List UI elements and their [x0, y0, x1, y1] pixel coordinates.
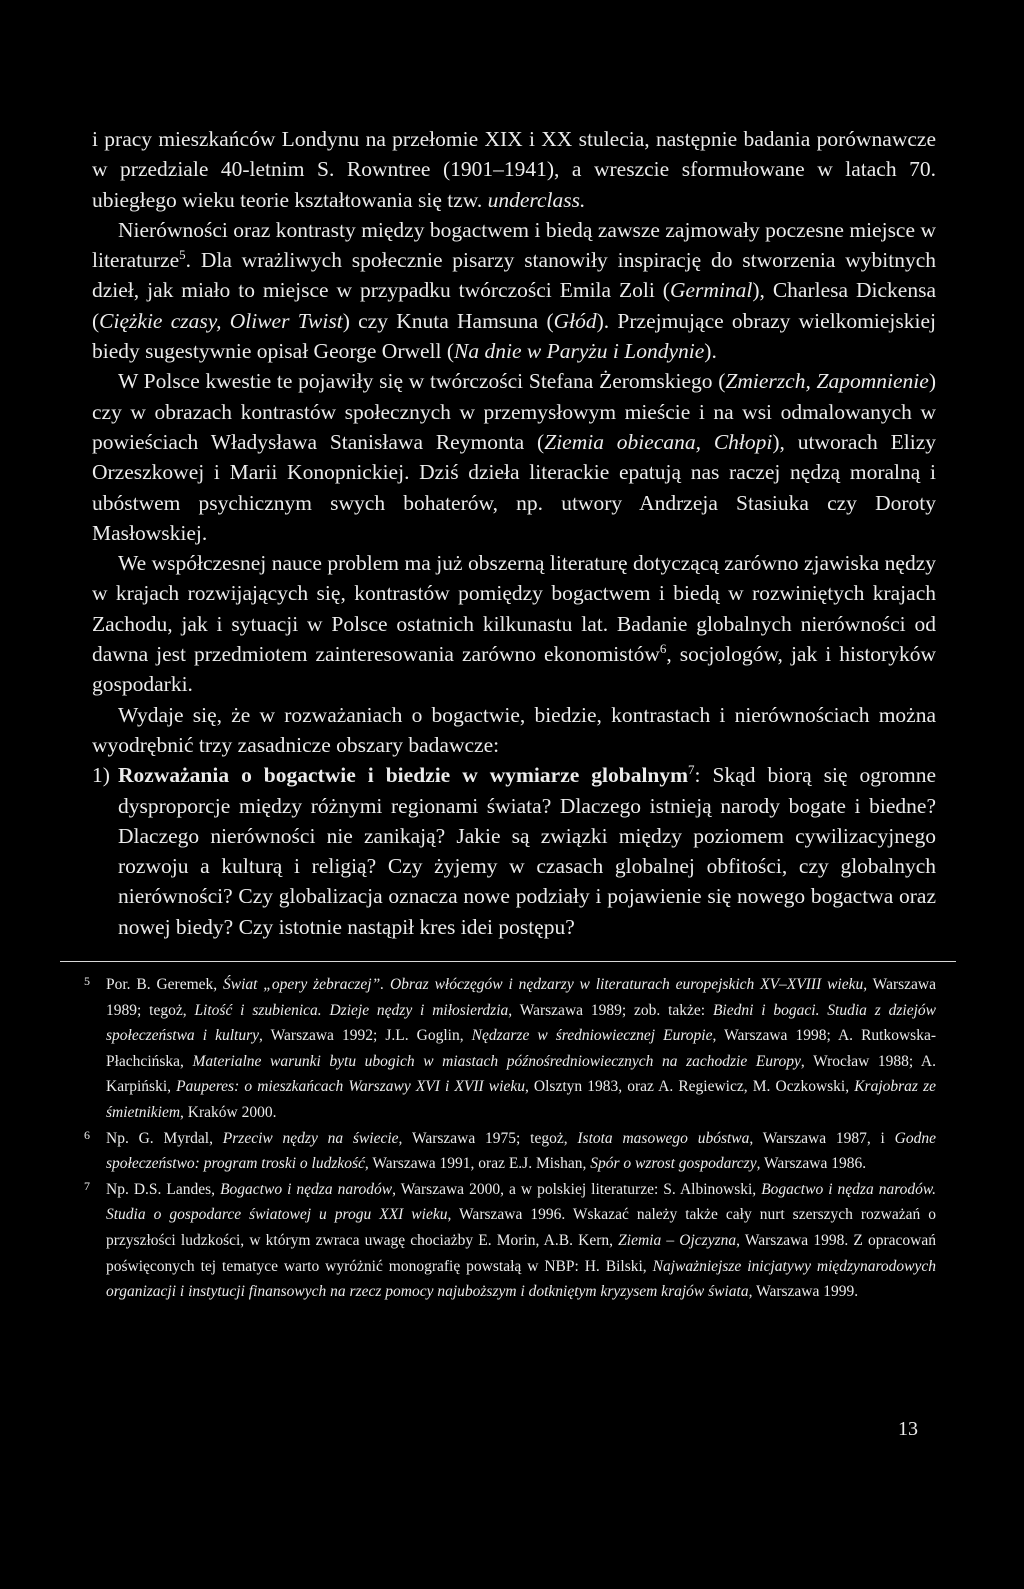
- footnote-text: Np. G. Myrdal, Przeciw nędzy na świecie, Warszawa 1975; tegoż, Istota masowego ubóstwa, Warszawa 1987, i Godne społeczeństwo: program troski o ludzkość, Warszawa 1991, oraz E.J. Mishan, Spór o wzrost gospodarczy, Warszawa 1986.: [106, 1129, 936, 1173]
- footnote-separator: [60, 961, 956, 962]
- paragraph-2: Nierówności oraz kontrasty między bogactwem i biedą zawsze zajmowały poczesne miejsce w literaturze$^5$. Dla wrażliwych społecznie pisarzy stanowiły inspirację do stworzenia wybitnych dzieł, jak miało to miejsce w przypadku twórczości Emila Zoli (Germinal), Charlesa Dickensa (Ciężkie czasy, Oliwer Twist) czy Knuta Hamsuna (Głód). Przejmujące obrazy wielkomiejskiej biedy sugestywnie opisał George Orwell (Na dnie w Paryżu i Londynie).: [92, 217, 936, 364]
- footnote-text: Np. D.S. Landes, Bogactwo i nędza narodów, Warszawa 2000, a w polskiej literaturze: S. Albinowski, Bogactwo i nędza narodów. Studia o gospodarce światowej u progu XXI wieku, Warszawa 1996. Wskazać należy także cały nurt szerszych rozważań o przyszłości ludzkości, w którym zwraca uwagę chociażby E. Morin, A.B. Kern, Ziemia – Ojczyzna, Warszawa 1998. Z opracowań poświęconych tej tematyce warto wyróżnić monografię powstałą w NBP: H. Bilski, Najważniejsze inicjatywy międzynarodowych organizacji i instytucji finansowych na rzecz pomocy najuboższym i dotkniętym kryzysem krajów świata, Warszawa 1999.: [106, 1180, 937, 1301]
- footnotes: [84, 972, 937, 1305]
- footnote-5: [84, 972, 937, 1126]
- paragraph-3: W Polsce kwestie te pojawiły się w twórczości Stefana Żeromskiego (Zmierzch, Zapomnienie) czy w obrazach kontrastów społecznych w przemysłowym mieście i na wsi odmalowanych w powieściach Władysława Stanisława Reymonta (Ziemia obiecana, Chłopi), utworach Elizy Orzeszkowej i Marii Konopnickiej. Dziś dzieła literackie epatują nas raczej nędzą moralną i ubóstwem psychicznym swych bohaterów, np. utwory Andrzeja Stasiuka czy Doroty Masłowskiej.: [92, 369, 936, 545]
- page-number: 13: [898, 1418, 918, 1440]
- footnote-number: 5: [84, 974, 90, 988]
- list-item-text: Rozważania o bogactwie i biedzie w wymiarze globalnym$^7$: Skąd biorą się ogromne dysproporcje między różnymi regionami świata? Dlaczego istnieją narody bogate i biedne? Dlaczego nierówności nie zanikają? Jakie są związki między poziomem cywilizacyjnego rozwoju a kulturą i religią? Czy żyjemy w czasach globalnej obfitości, czy globalnych nierówności? Czy globalizacja oznacza nowe podziały i pojawienie się nowego bogactwa oraz nowej biedy? Czy istotnie nastąpił kres idei postępu?: [118, 762, 936, 939]
- list-number: 1): [92, 763, 110, 788]
- footnote-7: [84, 1177, 937, 1305]
- footnote-text: Por. B. Geremek, Świat „opery żebraczej”. Obraz włóczęgów i nędzarzy w literaturach europejskich XV–XVIII wieku, Warszawa 1989; tegoż, Litość i szubienica. Dzieje nędzy i miłosierdzia, Warszawa 1989; zob. także: Biedni i bogaci. Studia z dziejów społeczeństwa i kultury, Warszawa 1992; J.L. Goglin, Nędzarze w średniowiecznej Europie, Warszawa 1998; A. Rutkowska-Płachcińska, Materialne warunki bytu ubogich w miastach późnośredniowiecznych na zachodzie Europy, Wrocław 1988; A. Karpiński, Pauperes: o mieszkańcach Warszawy XVI i XVII wieku, Olsztyn 1983, oraz A. Regiewicz, M. Oczkowski, Krajobraz ze śmietnikiem, Kraków 2000.: [106, 976, 937, 1121]
- list-item-1: [92, 760, 936, 942]
- paragraph-4: We współczesnej nauce problem ma już obszerną literaturę dotyczącą zarówno zjawiska nędzy w krajach rozwijających się, kontrastów pomiędzy bogactwem i biedą w rozwiniętych krajach Zachodu, jak i sytuacji w Polsce ostatnich kilkunastu lat. Badanie globalnych nierówności od dawna jest przedmiotem zainteresowania zarówno ekonomistów$^6$, socjologów, jak i historyków gospodarki.: [92, 551, 936, 697]
- footnote-number: 7: [84, 1178, 90, 1193]
- footnote-number: 6: [84, 1127, 90, 1142]
- footnote-6: [84, 1126, 936, 1177]
- paragraph-5: Wydaje się, że w rozważaniach o bogactwie, biedzie, kontrastach i nierównościach można wyodrębnić trzy zasadnicze obszary badawcze:: [92, 702, 936, 757]
- main-text: [92, 124, 936, 942]
- paragraph-1: i pracy mieszkańców Londynu na przełomie XIX i XX stulecia, następnie badania porównawcze w przedziale 40-letnim S. Rowntree (1901–1941), a wreszcie sformułowane w latach 70. ubiegłego wieku teorie kształtowania się tzw. underclass.: [92, 127, 936, 212]
